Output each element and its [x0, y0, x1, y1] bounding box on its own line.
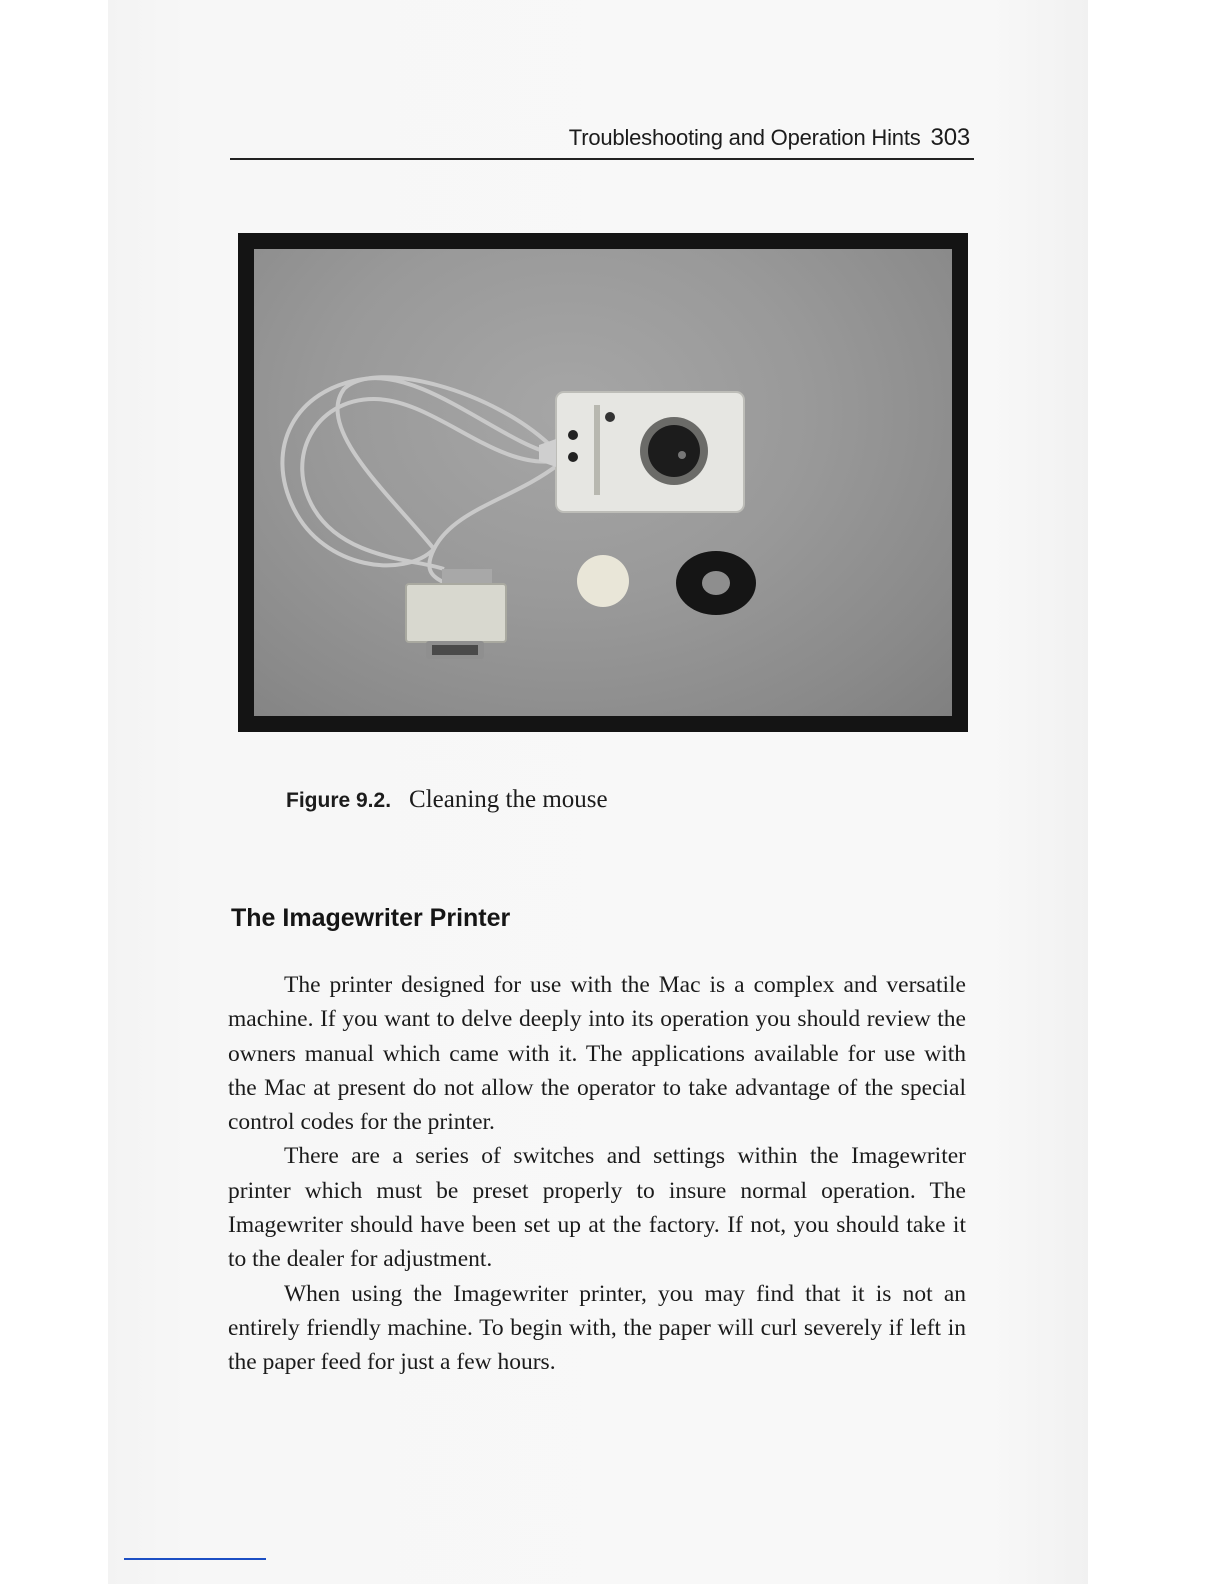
running-head-title: Troubleshooting and Operation Hints	[568, 125, 921, 150]
mouse-body	[539, 392, 744, 512]
db9-connector	[406, 569, 506, 659]
figure-caption-text: Cleaning the mouse	[409, 786, 608, 813]
paragraph: The printer designed for use with the Mac is a complex and versatile machine. If you want to delve deeply into its operation you should review the owners manual which came with it. The applications available for use with the Mac at present do not allow the operator to take advantage of the special control codes for the printer.	[228, 972, 966, 1136]
body-text	[228, 968, 966, 1380]
running-head-text	[569, 124, 970, 152]
figure-label: Figure 9.2.	[286, 789, 392, 812]
retaining-ring	[676, 551, 756, 615]
figure-frame	[238, 233, 968, 732]
running-head	[230, 124, 974, 160]
figure-photo	[254, 249, 952, 716]
photo-mouse-disassembled-icon	[254, 249, 952, 716]
page-number: 303	[930, 124, 970, 151]
mouse-ball	[577, 555, 629, 607]
footnote-rule	[124, 1558, 266, 1560]
mouse-cable	[282, 377, 559, 589]
paragraph: When using the Imagewriter printer, you may find that it is not an entirely friendly machine. To begin with, the paper will curl severely if left in the paper feed for just a few hours.	[228, 1280, 966, 1376]
figure-caption	[286, 786, 608, 814]
paragraph: There are a series of switches and settings within the Imagewriter printer which must be preset properly to insure normal operation. The Imagewriter should have been set up at the factory. If not, you should take it to the dealer for adjustment.	[228, 1143, 966, 1273]
section-heading: The Imagewriter Printer	[231, 904, 511, 932]
